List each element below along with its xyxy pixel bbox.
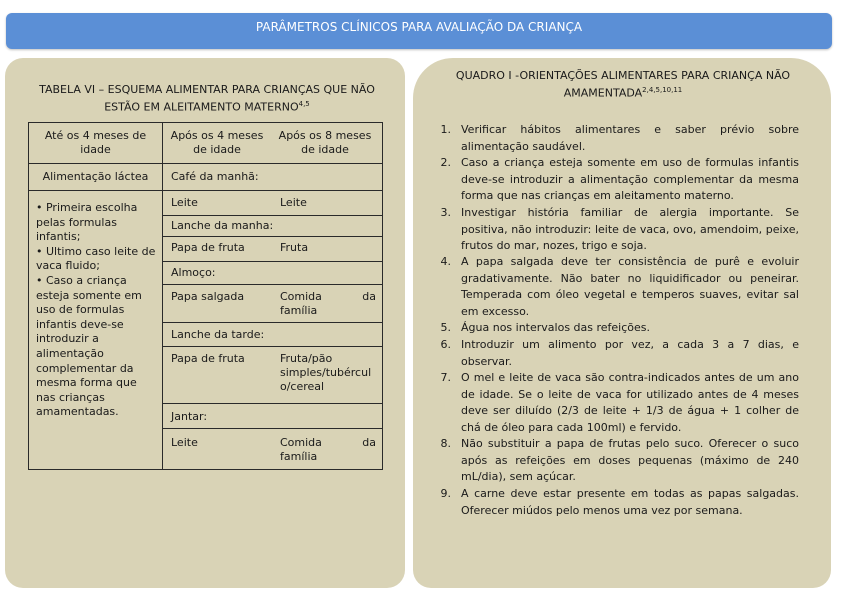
meal-label-jantar: Jantar: [162, 403, 383, 429]
meal-row-lanche-manha: Papa de fruta Fruta [162, 236, 383, 262]
col23-header-cell: Após os 4 meses de idade Após os 8 meses de idade [162, 122, 383, 164]
meal-row-jantar: Leite Comida da família [162, 428, 383, 470]
tabela-panel [5, 58, 405, 588]
quadro-panel: QUADRO I -ORIENTAÇÕES ALIMENTARES PARA CRIANÇA NÃO AMAMENTADA$^{2,4,5,10,11}$ 1. Verificar hábitos alimentares e saber prévio sobre alimentação saudável. 2. Caso a criança esteja somente em uso de formulas infantis deve-se introduzir a alimentação complementar da mesma forma que nas crianças em aleitamento materno. 3. Investigar história familiar de alergia importante. Se positiva, não introduzir: leite de vaca, ovo, amendoim, peixe, frutos do mar, nozes, trigo e soja. 4. A papa salgada deve ter consistência de purê e evoluir gradativamente. Não bater no liquidificador ou peneirar. Temperada com óleo vegetal e temperos suaves, evitar sal em excesso. 5. Água nos intervalos das refeições. 6. Introduzir um alimento por vez, a cada 3 a 7 dias, e observar. 7. O mel e leite de vaca são contra-indicados antes de um ano de idade. Se o leite de vaca for utilizado antes de 4 meses deve ser diluído (2/3 de leite + 1/3 de água + 1 colher de chá de óleo para cada 100ml) e fervido. 8. Não substituir a papa de frutas pelo suco. Oferecer o suco após as refeições em doses pequenas (máximo de 240 mL/dia), sem açúcar. 9. A carne deve estar presente em todas as papas salgadas. Oferecer miúdos pelo menos uma vez por semana. [413, 58, 831, 588]
alimentacao-cell: Alimentação láctea [28, 163, 163, 191]
meal-label-lanche-manha: Lanche da manha: [162, 215, 383, 237]
meal-row-cafe: Leite Leite [162, 190, 383, 216]
notes-cell: • Primeira escolha pelas formulas infantis; • Ultimo caso leite de vaca fluido; • Caso a criança esteja somente em uso de formulas infantis deve-se introduzir a alimentação complementar da mesma forma que nas crianças amamentadas. [28, 190, 163, 470]
jantar-c3: Comida da família [280, 436, 376, 463]
meal-row-lanche-tarde: Papa de fruta Fruta/pão simples/tubércul o/cereal [162, 346, 383, 404]
quadro-title: QUADRO I -ORIENTAÇÕES ALIMENTARES PARA CRIANÇA NÃO AMAMENTADA$^{2,4,5,10,11}$ [455, 69, 791, 100]
page-title: PARÂMETROS CLÍNICOS PARA AVALIAÇÃO DA CRIANÇA [255, 20, 583, 34]
meal-label-almoco: Almoço: [162, 261, 383, 285]
almoco-c3: Comida da família [280, 290, 376, 317]
meal-label-cafe: Café da manhã: [162, 163, 383, 191]
page-header [6, 13, 832, 49]
meal-row-almoco: Papa salgada Comida da família [162, 284, 383, 323]
meal-label-lanche-tarde: Lanche da tarde: [162, 322, 383, 347]
col1-header-cell: Até os 4 meses de idade [28, 122, 163, 164]
tabela-title: TABELA VI – ESQUEMA ALIMENTAR PARA CRIANÇAS QUE NÃO ESTÃO EM ALEITAMENTO MATERNO$^{4,5}$ [39, 83, 375, 114]
